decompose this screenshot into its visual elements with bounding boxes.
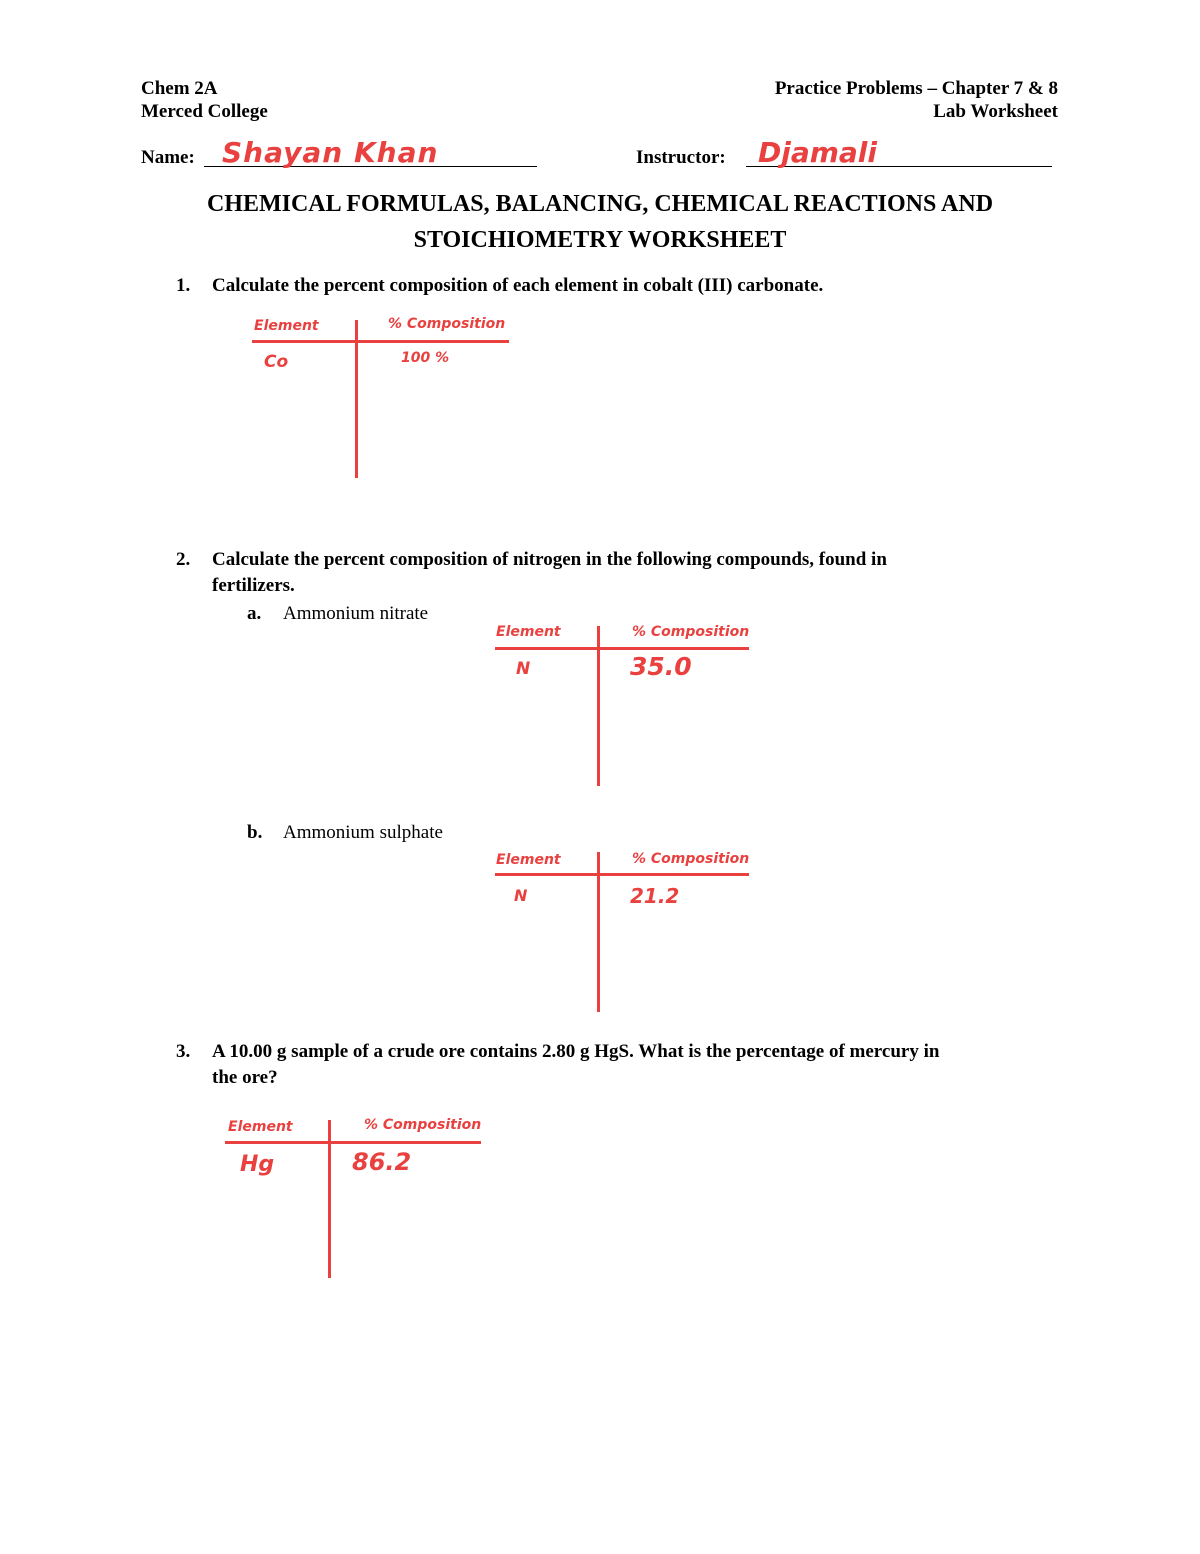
table-2a-col2-header: % Composition bbox=[632, 624, 750, 640]
table-2b-element: N bbox=[514, 886, 528, 905]
table-3-value: 86.2 bbox=[352, 1148, 412, 1176]
table-2b-vertical-rule bbox=[597, 852, 600, 1012]
table-3-element: Hg bbox=[240, 1152, 275, 1177]
name-signature: Shayan Khan bbox=[222, 136, 439, 169]
table-2b-value: 21.2 bbox=[630, 884, 680, 908]
question-2b-letter: b. bbox=[247, 822, 263, 843]
worksheet-title-line1: CHEMICAL FORMULAS, BALANCING, CHEMICAL REACTIONS AND bbox=[206, 191, 994, 217]
question-2-text-line2: fertilizers. bbox=[212, 575, 295, 596]
lab-title: Lab Worksheet bbox=[933, 101, 1058, 122]
table-1-horizontal-rule bbox=[252, 340, 509, 343]
table-1-value: 100 % bbox=[401, 350, 450, 366]
table-2a-horizontal-rule bbox=[495, 647, 749, 650]
question-2-text-line1: Calculate the percent composition of nitrogen in the following compounds, found in bbox=[212, 549, 887, 570]
table-2a-element: N bbox=[516, 659, 531, 679]
question-3-text-line1: A 10.00 g sample of a crude ore contains 2.80 g HgS. What is the percentage of mercury in bbox=[212, 1041, 940, 1062]
table-1-col1-header: Element bbox=[254, 318, 319, 334]
table-3-vertical-rule bbox=[328, 1120, 331, 1278]
table-2b-col1-header: Element bbox=[496, 852, 561, 868]
instructor-signature: Djamali bbox=[758, 136, 877, 169]
question-2a-label: Ammonium nitrate bbox=[283, 603, 429, 624]
table-2b-horizontal-rule bbox=[495, 873, 749, 876]
question-3-text-line2: the ore? bbox=[212, 1067, 278, 1088]
course-name: Chem 2A bbox=[141, 78, 218, 99]
question-2-number: 2. bbox=[176, 549, 191, 570]
table-2a-col1-header: Element bbox=[496, 624, 561, 640]
table-3-col1-header: Element bbox=[228, 1119, 293, 1135]
table-2a-vertical-rule bbox=[597, 626, 600, 786]
question-1-text: Calculate the percent composition of each element in cobalt (III) carbonate. bbox=[212, 275, 824, 296]
instructor-label: Instructor: bbox=[636, 147, 726, 168]
question-2b-label: Ammonium sulphate bbox=[283, 822, 443, 843]
question-1-number: 1. bbox=[176, 275, 191, 296]
table-1-vertical-rule bbox=[355, 320, 358, 478]
table-2a-value: 35.0 bbox=[630, 652, 692, 681]
worksheet-title-line2: STOICHIOMETRY WORKSHEET bbox=[413, 227, 787, 253]
table-1-element: Co bbox=[264, 352, 289, 372]
name-label: Name: bbox=[141, 147, 195, 168]
table-3-horizontal-rule bbox=[225, 1141, 481, 1144]
table-3-col2-header: % Composition bbox=[364, 1117, 482, 1133]
practice-title: Practice Problems – Chapter 7 & 8 bbox=[774, 78, 1058, 99]
college-name: Merced College bbox=[141, 101, 268, 122]
question-3-number: 3. bbox=[176, 1041, 191, 1062]
table-2b-col2-header: % Composition bbox=[632, 851, 750, 867]
question-2a-letter: a. bbox=[247, 603, 262, 624]
table-1-col2-header: % Composition bbox=[388, 316, 506, 332]
